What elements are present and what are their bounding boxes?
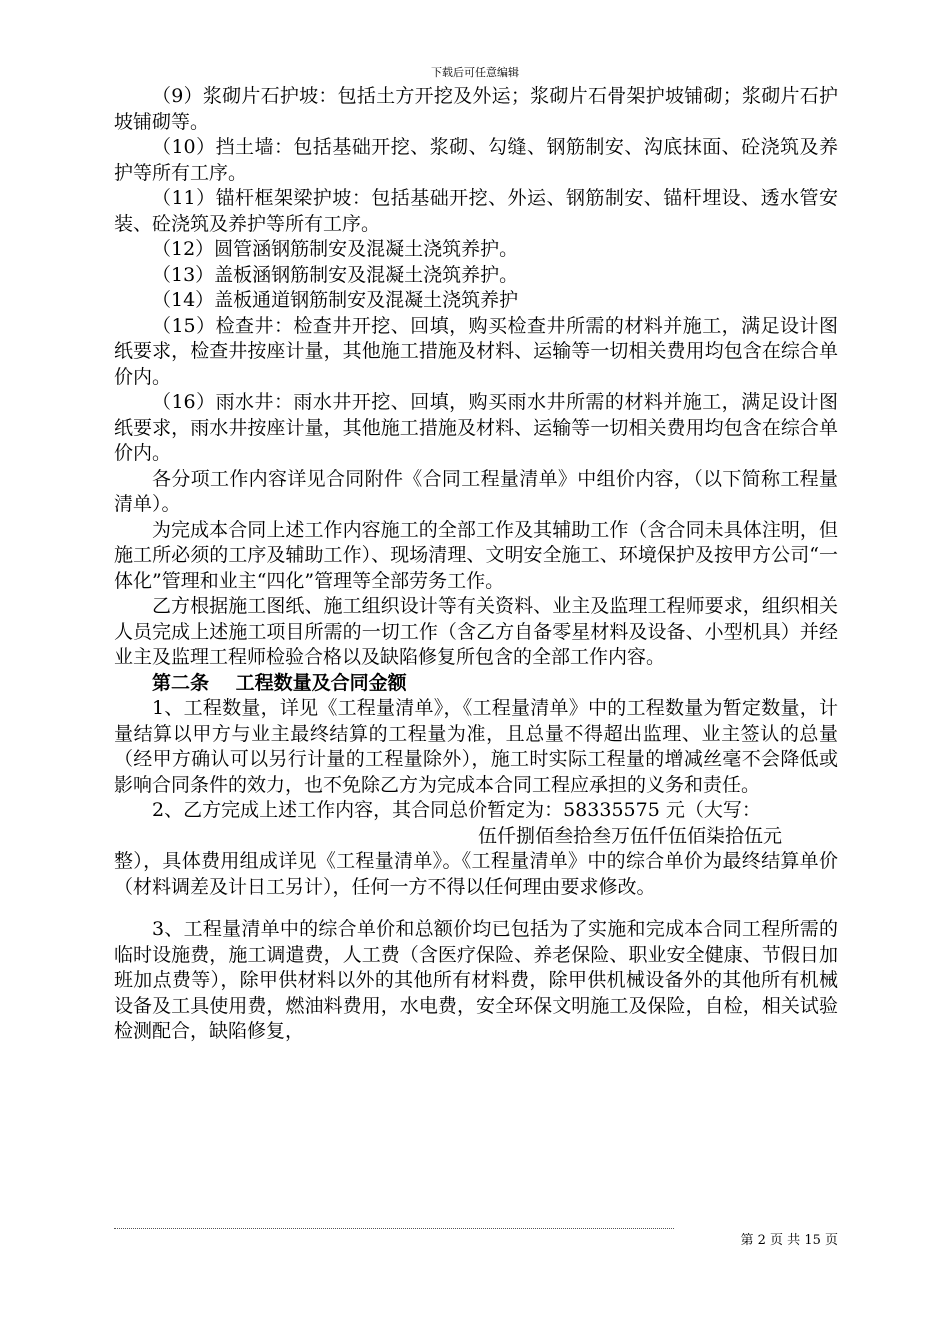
- footer-dotted-rule: [114, 1228, 674, 1229]
- paragraph-work-content: 各分项工作内容详见合同附件《合同工程量清单》中组价内容，（以下简称工程量清单）。: [114, 467, 838, 515]
- paragraph-item-11: （11）锚杆框架梁护坡：包括基础开挖、外运、钢筋制安、锚杆埋设、透水管安装、砼浇筑及养护等所有工序。: [114, 187, 838, 235]
- paragraph-party-b-duties: 乙方根据施工图纸、施工组织设计等有关资料、业主及监理工程师要求，组织相关人员完成上述施工项目所需的一切工作（含乙方自备零星材料及设备、小型机具）并经业主及监理工程师检验合格以及缺陷修复所包含的全部工作内容。: [114, 595, 838, 668]
- contract-amount-in-words: 伍仟捌佰叁拾叁万伍仟伍佰柒拾伍元: [478, 824, 783, 847]
- paragraph-item-10: （10）挡土墙：包括基础开挖、浆砌、勾缝、钢筋制安、沟底抹面、砼浇筑及养护等所有工序。: [114, 136, 838, 184]
- clause-3: 3、工程量清单中的综合单价和总额价均已包括为了实施和完成本合同工程所需的临时设施费，施工调遣费，人工费（含医疗保险、养老保险、职业安全健康、节假日加班加点费等），除甲供材料以外的其他所有材料费，除甲供机械设备外的其他所有机械设备及工具使用费，燃油料费用，水电费，安全环保文明施工及保险，自检，相关试验检测配合，缺陷修复，: [114, 918, 838, 1042]
- clause-1: 1、工程数量，详见《工程量清单》，《工程量清单》中的工程数量为暂定数量，计量结算以甲方与业主最终结算的工程量为准，且总量不得超出监理、业主签认的总量（经甲方确认可以另行计量的工程量除外），施工时实际工程量的增减丝毫不会降低或影响合同条件的效力，也不免除乙方为完成本合同工程应承担的义务和责任。: [114, 697, 838, 796]
- paragraph-item-12: （12）圆管涵钢筋制安及混凝土浇筑养护。: [152, 238, 519, 260]
- paragraph-item-15: （15）检查井：检查井开挖、回填，购买检查井所需的材料并施工，满足设计图纸要求，检查井按座计量，其他施工措施及材料、运输等一切相关费用均包含在综合单价内。: [114, 314, 838, 388]
- paragraph-item-9: （9）浆砌片石护坡：包括土方开挖及外运；浆砌片石骨架护坡铺砌；浆砌片石护坡铺砌等。: [114, 85, 838, 133]
- clause-2-rest: 整），具体费用组成详见《工程量清单》。《工程量清单》中的综合单价为最终结算单价（材料调差及计日工另计），任何一方不得以任何理由要求修改。: [114, 850, 838, 898]
- document-body: [114, 84, 838, 1045]
- page-number: 第 2 页 共 15 页: [740, 1233, 838, 1248]
- section-heading: [114, 671, 838, 697]
- header-note: 下载后可任意编辑: [431, 66, 519, 79]
- section-title: 工程数量及合同金额: [235, 671, 407, 694]
- clause-2-line-1: 2、乙方完成上述工作内容，其合同总价暂定为：58335575 元（大写：: [152, 799, 761, 821]
- section-number: 第二条: [152, 671, 210, 694]
- paragraph-item-13: （13）盖板涵钢筋制安及混凝土浇筑养护。: [152, 263, 519, 286]
- paragraph-item-14: （14）盖板通道钢筋制安及混凝土浇筑养护: [152, 289, 519, 311]
- paragraph-scope: 为完成本合同上述工作内容施工的全部工作及其辅助工作（含合同未具体注明，但施工所必须的工序及辅助工作）、现场清理、文明安全施工、环境保护及按甲方公司“一体化”管理和业主“四化”管理等全部劳务工作。: [114, 518, 838, 592]
- paragraph-item-16: （16）雨水井：雨水井开挖、回填，购买雨水井所需的材料并施工，满足设计图纸要求，雨水井按座计量，其他施工措施及材料、运输等一切相关费用均包含在综合单价内。: [114, 391, 838, 464]
